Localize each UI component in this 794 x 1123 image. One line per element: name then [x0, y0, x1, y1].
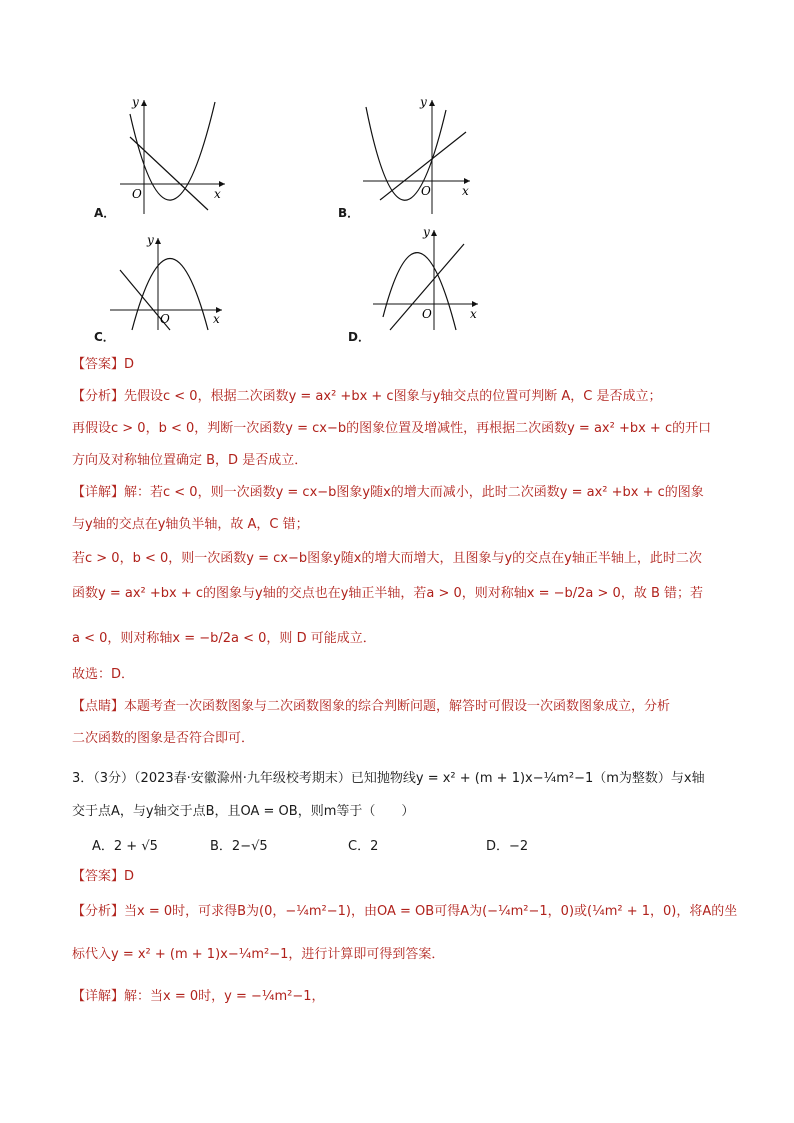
q2-detail-line-2: 与y轴的交点在y轴负半轴，故 A，C 错；: [72, 517, 309, 532]
origin-label: O: [422, 307, 432, 321]
q3-stem-line-1: 3．（3分）（2023春·安徽滁州·九年级校考期末）已知抛物线y = x² + (m + 1)x−¼m²−1（m为整数）与x轴: [72, 771, 705, 786]
q2-comment-line-1: 【点睛】本题考查一次函数图象与二次函数图象的综合判断问题，解答时可假设一次函数图象成立，分析: [72, 699, 671, 714]
q2-detail-line-3: 若c > 0，b < 0，则一次函数y = cx−b图象y随x的增大而增大，且图象与y的交点在y轴正半轴上，此时二次: [72, 551, 702, 566]
graph-option-b: [358, 92, 488, 217]
q3-option-a: A．2 + √5: [92, 839, 158, 854]
axis-x-label: x: [213, 312, 220, 326]
q2-detail-line-1: 【详解】解：若c < 0，则一次函数y = cx−b图象y随x的增大而减小，此时二次函数y = ax² +bx + c的图象: [72, 485, 704, 500]
axis-y-label: y: [147, 233, 154, 247]
graph-option-a: [110, 92, 240, 217]
axis-x-label: x: [214, 187, 221, 201]
q3-option-b: B．2−√5: [210, 839, 268, 854]
option-c-label: C．: [94, 330, 115, 344]
graph-option-d: [368, 222, 488, 332]
q3-answer: 【答案】D: [72, 869, 135, 884]
q2-comment-line-2: 二次函数的图象是否符合即可．: [72, 731, 255, 746]
axis-x-label: x: [470, 307, 477, 321]
q3-analysis-line-1: 【分析】当x = 0时，可求得B为(0，−¼m²−1)，由OA = OB可得A为(−¼m²−1，0)或(¼m² + 1，0)，将A的坐: [72, 904, 738, 919]
q2-analysis-line-1: 【分析】先假设c < 0，根据二次函数y = ax² +bx + c图象与y轴交点的位置可判断 A，C 是否成立；: [72, 389, 662, 404]
option-a-label: A．: [94, 206, 116, 220]
q3-stem-line-2: 交于点A，与y轴交于点B，且OA = OB，则m等于（ ）: [72, 804, 415, 819]
q3-detail-line-1: 【详解】解：当x = 0时，y = −¼m²−1，: [72, 989, 325, 1004]
q3-option-d: D．−2: [486, 839, 529, 854]
origin-label: O: [160, 312, 170, 326]
q2-analysis-line-3: 方向及对称轴位置确定 B，D 是否成立．: [72, 453, 308, 468]
q2-detail-line-5: a < 0，则对称轴x = −b/2a < 0，则 D 可能成立．: [72, 631, 376, 646]
axis-y-label: y: [132, 95, 139, 109]
option-d-label: D．: [348, 330, 370, 344]
q2-answer: 【答案】D: [72, 357, 135, 372]
q3-option-c: C．2: [348, 839, 379, 854]
origin-label: O: [132, 187, 142, 201]
q2-conclusion: 故选：D．: [72, 667, 135, 682]
axis-x-label: x: [462, 184, 469, 198]
option-b-label: B．: [338, 206, 360, 220]
q2-analysis-line-2: 再假设c > 0，b < 0，判断一次函数y = cx−b的图象位置及增减性，再根据二次函数y = ax² +bx + c的开口: [72, 421, 712, 436]
axis-y-label: y: [423, 225, 430, 239]
origin-label: O: [421, 184, 431, 198]
axis-y-label: y: [420, 95, 427, 109]
graph-option-c: [110, 232, 230, 332]
q3-analysis-line-2: 标代入y = x² + (m + 1)x−¼m²−1，进行计算即可得到答案．: [72, 947, 445, 962]
q2-detail-line-4: 函数y = ax² +bx + c的图象与y轴的交点也在y轴正半轴，若a > 0，则对称轴x = −b/2a > 0，故 B 错；若: [72, 586, 704, 601]
